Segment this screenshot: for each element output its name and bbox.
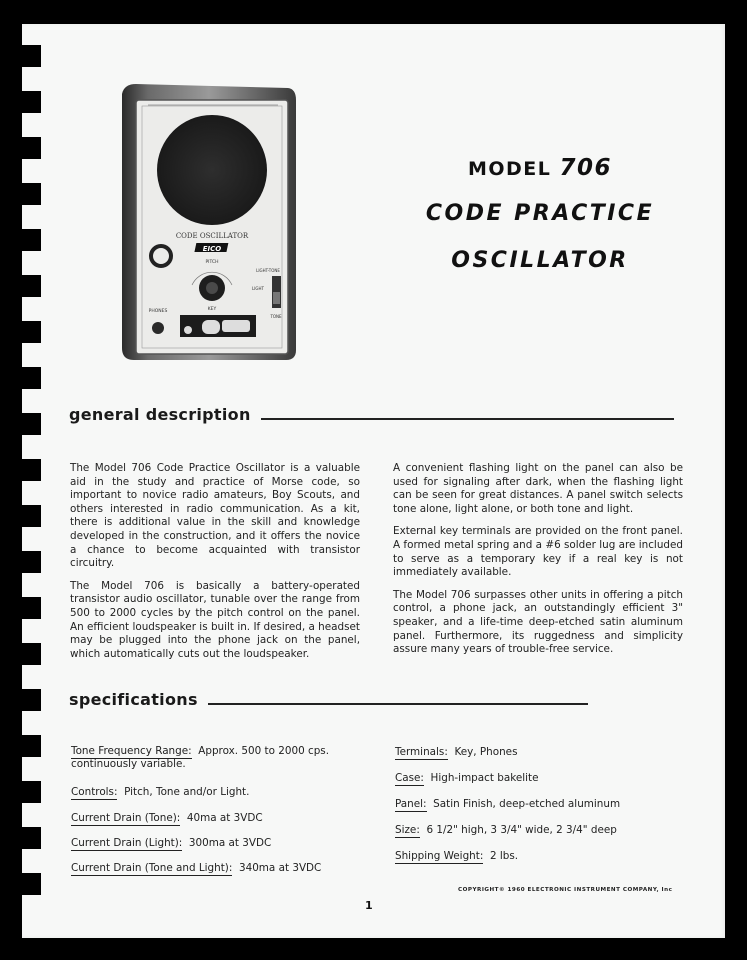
- product-photo: [118, 80, 298, 362]
- spec-key: Size:: [395, 824, 420, 836]
- binding-notch: [22, 367, 41, 389]
- description-paragraph: The Model 706 is basically a battery-operated transistor audio oscillator, tunable over the range from 500 to 2000 cycles by the pitch control on the panel. An efficient loudspeaker is built in. If desired, a headset may be plugged into the phone jack on the panel, which automatically cuts out the loudspeaker.: [70, 579, 360, 660]
- spec-item: [71, 862, 321, 874]
- spec-key: Current Drain (Tone and Light):: [71, 862, 233, 874]
- binding-notch: [22, 551, 41, 573]
- model-heading: [420, 155, 660, 181]
- binding-notch: [22, 183, 41, 205]
- spec-key: Controls:: [71, 786, 118, 798]
- switch-label-light-tone: LIGHT-TONE: [256, 268, 280, 273]
- heading-rule: [261, 418, 674, 420]
- switch-label-light: LIGHT: [252, 286, 264, 291]
- spec-value: Satin Finish, deep-etched aluminum: [433, 798, 621, 810]
- model-prefix: MODEL: [467, 158, 552, 180]
- page-number: 1: [365, 899, 373, 912]
- description-paragraph: A convenient flashing light on the panel can also be used for signaling after dark, when the flashing light can be seen for great distances. A panel switch selects tone alone, light alone, or both tone and light.: [393, 462, 683, 515]
- copyright-notice: COPYRIGHT© 1960 ELECTRONIC INSTRUMENT COMPANY, Inc: [458, 887, 673, 893]
- spec-value: Approx. 500 to 2000 cps. continuously variable.: [71, 745, 330, 770]
- binding-notch: [22, 45, 41, 67]
- description-left-column: [70, 462, 360, 670]
- spec-item: [71, 745, 361, 771]
- heading-rule: [208, 703, 588, 705]
- binding-notch: [22, 781, 41, 803]
- spec-item: [395, 746, 517, 758]
- spec-item: [395, 824, 617, 836]
- spec-key: Current Drain (Tone):: [71, 812, 181, 824]
- spec-value: High-impact bakelite: [430, 772, 539, 784]
- spec-value: Key, Phones: [454, 746, 518, 758]
- description-paragraph: The Model 706 Code Practice Oscillator is a valuable aid in the study and practice of Morse code, so important to novice radio amateurs, Boy Scouts, and others interested in radio communication. As a kit, there is additional value in the skill and knowledge developed in the construction, and it offers the novice a chance to become acquainted with transistor circuitry.: [70, 462, 360, 570]
- spec-key: Case:: [395, 772, 424, 784]
- title-line-1: CODE PRACTICE: [425, 201, 655, 226]
- binding-notch: [22, 689, 41, 711]
- spec-key: Tone Frequency Range:: [71, 745, 192, 757]
- section-heading-label: general description: [69, 405, 251, 424]
- switch-label-tone: TONE: [270, 314, 282, 319]
- description-paragraph: External key terminals are provided on the front panel. A formed metal spring and a #6 solder lug are included to serve as a temporary key if a real key is not immediately available.: [393, 525, 683, 579]
- binding-notch: [22, 459, 41, 481]
- binding-notch: [22, 643, 41, 665]
- spec-item: [395, 798, 620, 810]
- spec-value: 2 lbs.: [489, 850, 519, 862]
- spec-value: 40ma at 3VDC: [186, 812, 263, 824]
- brand-logo: EICO: [202, 245, 222, 253]
- binding-notch: [22, 91, 41, 113]
- description-right-column: [393, 462, 683, 666]
- spec-key: Current Drain (Light):: [71, 837, 183, 849]
- model-number: 706: [559, 155, 613, 181]
- general-description-heading: [69, 405, 674, 424]
- specifications-heading: [69, 690, 588, 709]
- spec-value: 340ma at 3VDC: [238, 862, 322, 874]
- spec-value: Pitch, Tone and/or Light.: [124, 786, 250, 798]
- binding-notch: [22, 827, 41, 849]
- description-paragraph: The Model 706 surpasses other units in offering a pitch control, a phone jack, an outstandingly efficient 3" speaker, and a life-time deep-etched satin aluminum panel. Furthermore, its ruggedness and simplicity assure many years of trouble-free service.: [393, 588, 683, 656]
- spec-value: 300ma at 3VDC: [188, 837, 272, 849]
- spec-key: Shipping Weight:: [395, 850, 484, 862]
- spec-item: [71, 786, 249, 798]
- spec-item: [71, 812, 263, 824]
- binding-notch: [22, 229, 41, 251]
- binding-notch: [22, 321, 41, 343]
- binding-notch: [22, 873, 41, 895]
- binding-notch: [22, 413, 41, 435]
- key-label: KEY: [207, 307, 217, 312]
- panel-label: CODE OSCILLATOR: [175, 232, 249, 240]
- phones-label: PHONES: [148, 309, 168, 314]
- spec-key: Terminals:: [395, 746, 448, 758]
- section-heading-label: specifications: [69, 690, 198, 709]
- pitch-label: PITCH: [205, 260, 219, 265]
- spec-value: 6 1/2" high, 3 3/4" wide, 2 3/4" deep: [426, 824, 617, 836]
- binding-notch: [22, 597, 41, 619]
- binding-notch: [22, 735, 41, 757]
- binding-notch: [22, 275, 41, 297]
- spec-item: [395, 772, 538, 784]
- binding-notch: [22, 505, 41, 527]
- title-block: [420, 155, 660, 273]
- binding-notch: [22, 137, 41, 159]
- spec-item: [71, 837, 271, 849]
- spec-item: [395, 850, 518, 862]
- title-line-2: OSCILLATOR: [451, 248, 629, 273]
- spec-key: Panel:: [395, 798, 427, 810]
